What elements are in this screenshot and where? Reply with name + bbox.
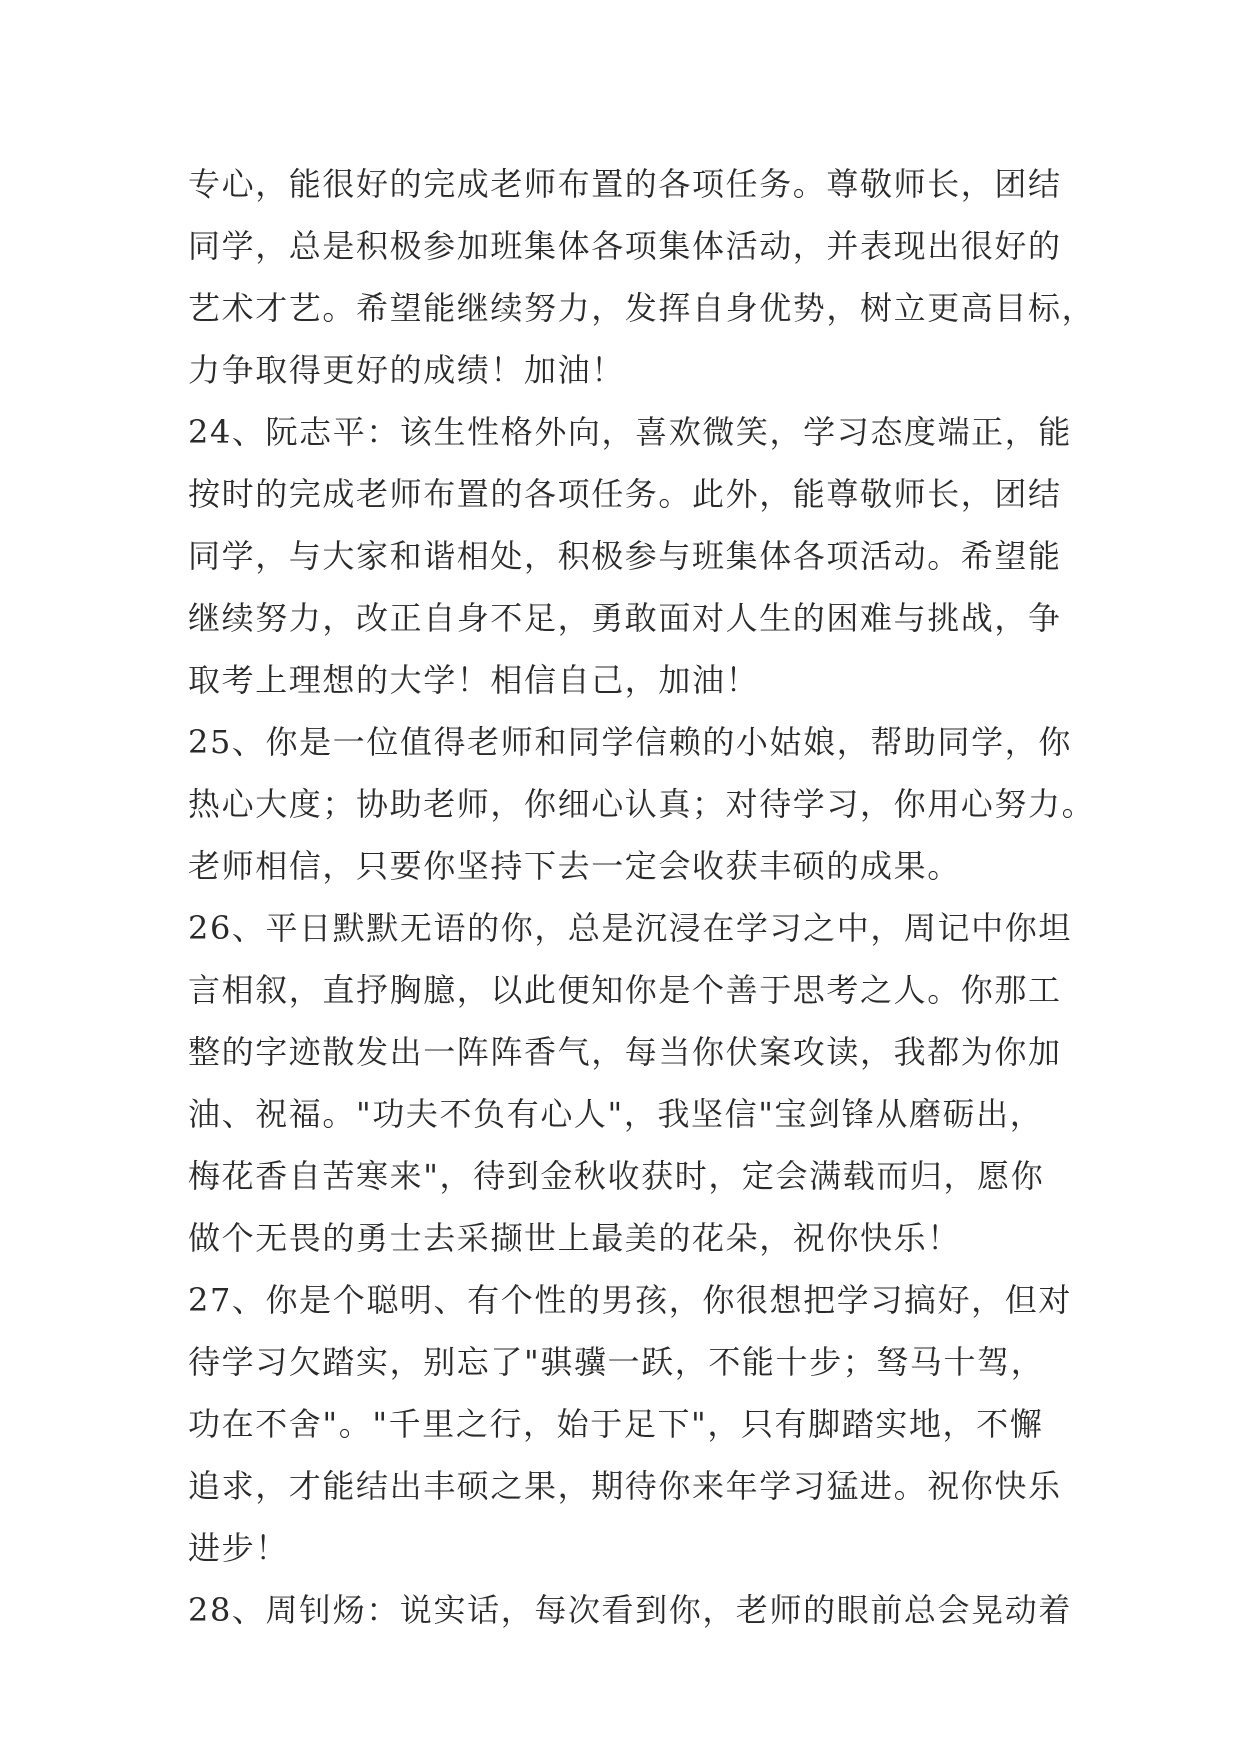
text-line: 取考上理想的大学！相信自己，加油！	[188, 661, 760, 699]
text-line: 同学，总是积极参加班集体各项集体活动，并表现出很好的	[188, 227, 1062, 265]
text-line: 进步！	[188, 1529, 289, 1567]
text-line: 待学习欠踏实，别忘了"骐骥一跃，不能十步；驽马十驾，	[188, 1343, 1045, 1381]
document-body	[188, 153, 1096, 1641]
text-line: 梅花香自苦寒来"，待到金秋收获时，定会满载而归，愿你	[188, 1157, 1045, 1195]
text-line: 26、平日默默无语的你，总是沉浸在学习之中，周记中你坦	[188, 909, 1072, 947]
text-line: 专心，能很好的完成老师布置的各项任务。尊敬师长，团结	[188, 165, 1062, 203]
text-line: 功在不舍"。"千里之行，始于足下"，只有脚踏实地，不懈	[188, 1405, 1044, 1443]
text-line: 继续努力，改正自身不足，勇敢面对人生的困难与挑战，争	[188, 599, 1062, 637]
text-line: 按时的完成老师布置的各项任务。此外，能尊敬师长，团结	[188, 475, 1062, 513]
text-line: 追求，才能结出丰硕之果，期待你来年学习猛进。祝你快乐	[188, 1467, 1062, 1505]
text-line: 28、周钊炀：说实话，每次看到你，老师的眼前总会晃动着	[188, 1591, 1072, 1629]
text-line: 24、阮志平：该生性格外向，喜欢微笑，学习态度端正，能	[188, 413, 1072, 451]
text-line: 27、你是个聪明、有个性的男孩，你很想把学习搞好，但对	[188, 1281, 1072, 1319]
text-line: 整的字迹散发出一阵阵香气，每当你伏案攻读，我都为你加	[188, 1033, 1062, 1071]
text-line: 做个无畏的勇士去采撷世上最美的花朵，祝你快乐！	[188, 1219, 961, 1257]
text-line: 油、祝福。"功夫不负有心人"，我坚信"宝剑锋从磨砺出，	[188, 1095, 1044, 1133]
text-line: 艺术才艺。希望能继续努力，发挥自身优势，树立更高目标，	[188, 289, 1096, 327]
text-line: 老师相信，只要你坚持下去一定会收获丰硕的成果。	[188, 847, 961, 885]
text-line: 热心大度；协助老师，你细心认真；对待学习，你用心努力。	[188, 785, 1096, 823]
text-line: 25、你是一位值得老师和同学信赖的小姑娘，帮助同学，你	[188, 723, 1072, 761]
text-line: 同学，与大家和谐相处，积极参与班集体各项活动。希望能	[188, 537, 1062, 575]
text-line: 言相叙，直抒胸臆，以此便知你是个善于思考之人。你那工	[188, 971, 1062, 1009]
text-line: 力争取得更好的成绩！加油！	[188, 351, 625, 389]
